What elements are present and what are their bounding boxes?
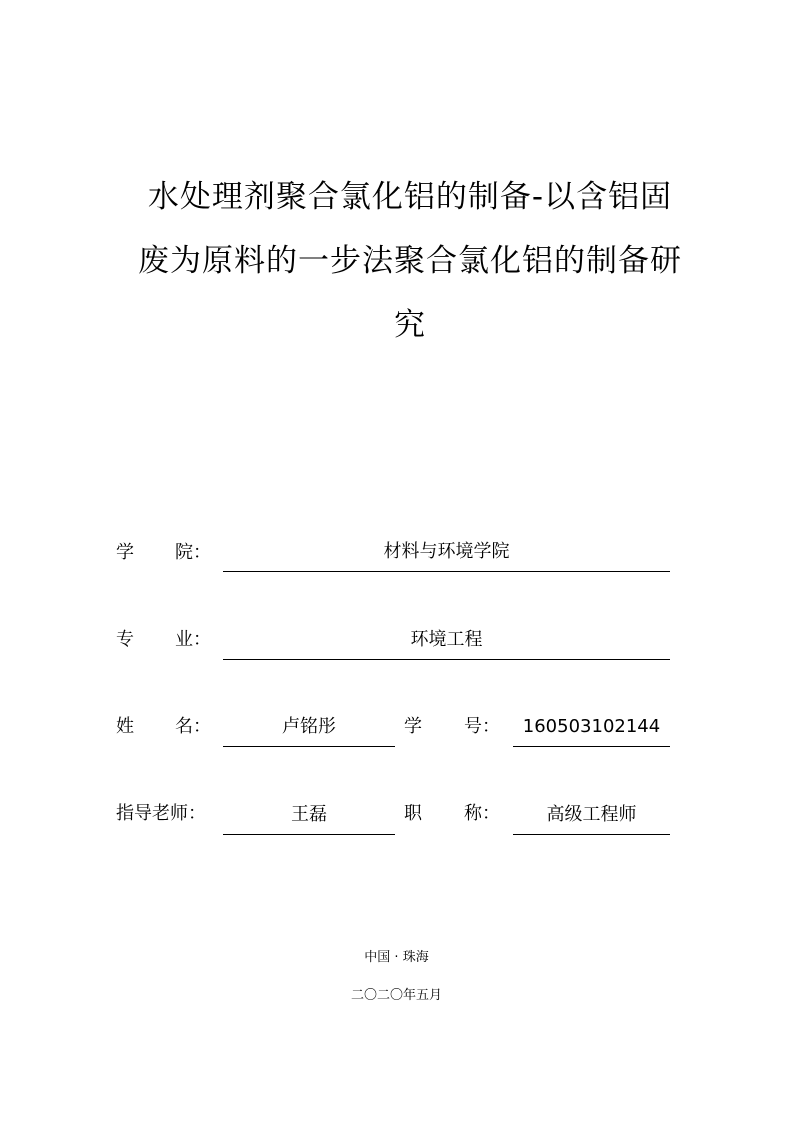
document-title [100,165,720,357]
name-label-char1: 姓 [116,716,134,737]
advisor-field: 王磊 [223,802,395,835]
student-id-field: 160503102144 [513,714,670,747]
title-line-1: 水处理剂聚合氯化铝的制备-以含铝固 [147,179,673,215]
student-id-label-char2: 号： [464,716,500,737]
name-field: 卢铭彤 [223,714,395,747]
name-label-char2: 名： [175,716,211,737]
advisor-title-label-char2: 称： [464,803,500,824]
college-label-char2: 院： [175,542,211,563]
major-field: 环境工程 [223,627,670,660]
student-id-label [404,715,504,739]
footer-location: 中国 · 珠海 [364,950,429,965]
name-label [116,715,216,739]
college-label [116,541,216,565]
footer-date: 二〇二〇年五月 [350,988,442,1003]
college-label-char1: 学 [116,542,134,563]
advisor-title-label-char1: 职 [404,803,422,824]
student-id-label-char1: 学 [404,716,422,737]
major-label-char2: 业： [175,629,211,650]
major-label-char1: 专 [116,629,134,650]
advisor-title-label [404,802,504,826]
advisor-label: 指导老师： [116,803,206,824]
college-field: 材料与环境学院 [223,539,670,572]
major-label [116,628,216,652]
title-line-2: 废为原料的一步法聚合氯化铝的制备研 [138,243,682,279]
advisor-title-field: 高级工程师 [513,802,670,835]
title-line-3: 究 [394,307,426,343]
